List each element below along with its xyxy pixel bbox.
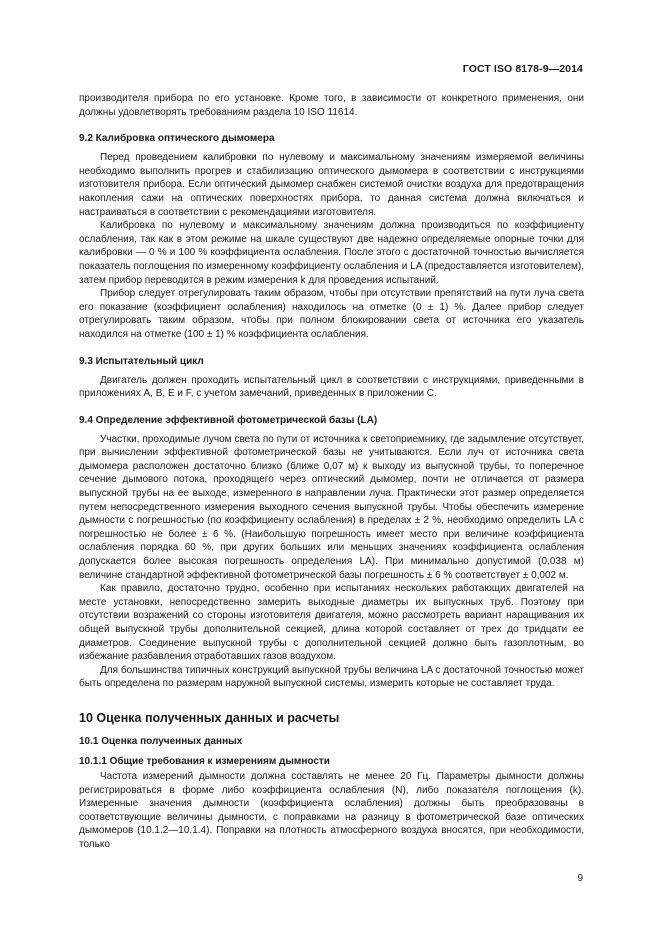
page-content xyxy=(79,92,584,852)
section-10-1-1-paragraph-1: Частота измерений дымности должна составлять не менее 20 Гц. Параметры дымности должны регистрироваться в форме либо коэффициента ослабления (N), либо показателя поглощения (k). Измеренные значения дымности (коэффициента ослабления) должны быть преобразованы в соответствующие величины дымности, с поправками на разницу в фотометрической базе оптических дымомеров (10.1.2—10.1.4). Поправки на плотность атмосферного воздуха вносятся, при необходимости, только xyxy=(79,770,584,850)
section-9-4-title: 9.4 Определение эффективной фотометрической базы (LA) xyxy=(79,414,378,426)
section-9-2-paragraph-1: Перед проведением калибровки по нулевому и максимальному значениям измеряемой величины необходимо выполнить прогрев и стабилизацию оптического дымомера в соответствии с инструкциями изготовителя прибора. Если оптический дымомер снабжен системой очистки воздуха для предотвращения накопления сажи на оптических поверхностях прибора, то данная система должна включаться и настраиваться в соответствии с рекомендациями изготовителя. xyxy=(79,152,584,218)
page-number: 9 xyxy=(577,873,583,884)
section-9-4-paragraph-1: Участки, проходимые лучом света по пути от источника к светоприемнику, где задымление отсутствует, при вычислении эффективной фотометрической базы не учитываются. Если луч от источника света дымомера расположен достаточно близко (ближе 0,07 м) к выходу из выпускной трубы, то поперечное сечение дымового потока, проходящего через оптический дымомер, почти не отличается от размера выпускной трубы на ее выходе, измеренного в направлении луча. Практически этот размер определяется путем непосредственного измерения выходного сечения выпускной трубы. Чтобы обеспечить измерение дымности с погрешностью (по коэффициенту ослабления) в пределах ± 2 %, необходимо определить LA с погрешностью не более ± 6 %. (Наибольшую погрешность имеет место при величине коэффициента ослабления порядка 60 %, при других больших или меньших значениях коэффициента ослабления допускается более высокая погрешность определения LA). При минимально допустимой (0,038 м) величине стандартной эффективной фотометрической базы погрешность ± 6 % соответствует ± 0,002 м. xyxy=(79,433,584,581)
section-10-1-1-title: 10.1.1 Общие требования к измерениям дымности xyxy=(79,755,330,767)
section-9-2-paragraph-2: Калибровка по нулевому и максимальному значениям должна производиться по коэффициенту ослабления, так как в этом режиме на шкале существуют две надежно определяемые опорные точки для калибровки — 0 % и 100 % коэффициента ослабления. После этого с достаточной точностью вычисляется показатель поглощения по измеренному коэффициенту ослабления и LA (предоставляется изготовителем), затем прибор переводится в режим измерения k для проведения испытаний. xyxy=(79,220,584,286)
section-10-title: 10 Оценка полученных данных и расчеты xyxy=(79,710,340,725)
doc-header-code: ГОСТ ISO 8178-9—2014 xyxy=(462,63,583,75)
section-9-3-paragraph-1: Двигатель должен проходить испытательный цикл в соответствии с инструкциями, приведенными в приложениях А, В, Е и F, с учетом замечаний, приведенных в приложении С. xyxy=(79,374,584,400)
intro-paragraph: производителя прибора по его установке. Кроме того, в зависимости от конкретного применения, они должны удовлетворять требованиям раздела 10 ISO 11614. xyxy=(79,93,584,118)
section-9-4-paragraph-3: Для большинства типичных конструкций выпускной трубы величина LA с достаточной точностью может быть определена по размерам наружной выпускной системы, измерить которые не составляет труда. xyxy=(79,664,584,690)
section-9-4-paragraph-2: Как правило, достаточно трудно, особенно при испытаниях нескольких работающих двигателей на месте установки, непосредственно замерить выходные диаметры их выпускных труб. Поэтому при отсутствии возражений со стороны изготовителя двигателя, можно рассмотреть вариант наращивания их общей выпускной трубы дополнительной секцией, длина которой составляет от трех до тридцати ее диаметров. Соединение выпускной трубы с дополнительной секцией должно быть газоплотным, во избежание разбавления отработавших газов воздухом. xyxy=(79,583,584,663)
section-9-2-paragraph-3: Прибор следует отрегулировать таким образом, чтобы при отсутствии препятствий на пути луча света его показание (коэффициент ослабления) находилось на отметке (0 ± 1) %. Далее прибор следует отрегулировать таким образом, чтобы при полном блокировании света от источника его указатель находился на отметке (100 ± 1) % коэффициента ослабления. xyxy=(79,288,584,340)
section-9-3-title: 9.3 Испытательный цикл xyxy=(79,355,204,367)
section-9-2-title: 9.2 Калибровка оптического дымомера xyxy=(79,133,275,145)
section-10-1-title: 10.1 Оценка полученных данных xyxy=(79,735,243,747)
